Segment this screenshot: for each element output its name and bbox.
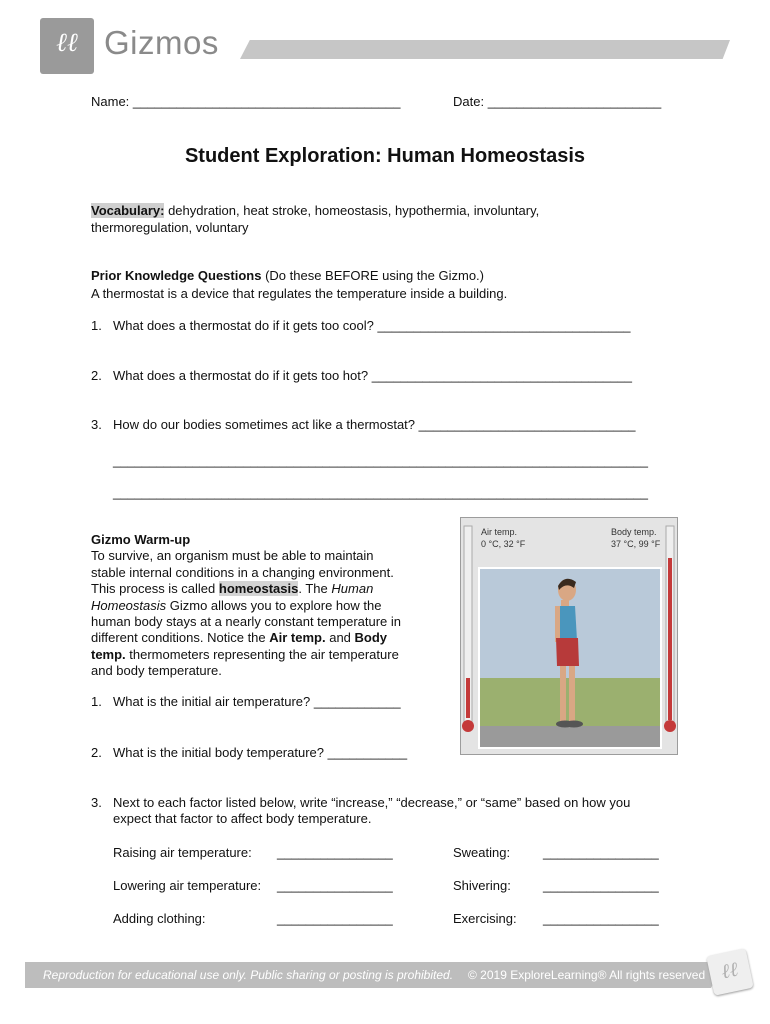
header-bar: [240, 40, 730, 59]
prior-question-1: [91, 318, 631, 333]
warmup-text: To survive, an organism must be able to maintain: [91, 548, 374, 564]
date-field[interactable]: [453, 94, 661, 109]
warmup-question-3: [91, 795, 631, 810]
factor-blank[interactable]: ________________: [543, 911, 659, 926]
warmup-text: different conditions. Notice the: [91, 630, 270, 646]
logo-glyph: ℓℓ: [56, 28, 78, 58]
factor-label: Raising air temperature:: [113, 845, 252, 860]
warmup-text: Gizmo allows you to explore how the: [166, 597, 382, 613]
prior-heading: [91, 268, 484, 283]
factor-blank[interactable]: ________________: [543, 878, 659, 893]
factor-label: Exercising:: [453, 911, 517, 926]
question-number: 1.: [91, 694, 102, 709]
factor-label: Lowering air temperature:: [113, 878, 262, 893]
footer-notice: Reproduction for educational use only. Public sharing or posting is prohibited.: [43, 968, 454, 982]
page-title: Student Exploration: Human Homeostasis: [184, 145, 586, 167]
footer-logo-glyph: ℓℓ: [718, 956, 741, 984]
question-number: 3.: [91, 795, 102, 810]
vocabulary-label: Vocabulary:: [91, 203, 165, 218]
body-temp-value: 37 °C, 99 °F: [611, 539, 661, 549]
question-text[interactable]: What is the initial body temperature? ___________: [113, 745, 408, 760]
body-temp-term: temp.: [91, 646, 126, 662]
answer-line[interactable]: __________________________________________________________________________: [113, 485, 649, 500]
factor-blank[interactable]: ________________: [277, 878, 393, 893]
question-text: Next to each factor listed below, write “increase,” “decrease,” or “same” based on how you: [113, 795, 631, 810]
warmup-text: human body stays at a nearly constant temperature in: [91, 614, 402, 630]
question-number: 1.: [91, 318, 102, 333]
gizmo-name: Human: [331, 581, 374, 597]
prior-heading-text: Prior Knowledge Questions: [91, 268, 262, 283]
air-temp-readout: [481, 526, 525, 550]
vocabulary-terms-2: thermoregulation, voluntary: [91, 220, 249, 235]
prior-intro: A thermostat is a device that regulates the temperature inside a building.: [91, 286, 508, 301]
name-label: Name:: [91, 94, 130, 109]
factor-label: Sweating:: [453, 845, 511, 860]
question-text[interactable]: What is the initial air temperature? ____________: [113, 694, 401, 709]
factor-blank[interactable]: ________________: [543, 845, 659, 860]
factor-blank[interactable]: ________________: [277, 845, 393, 860]
gizmo-illustration: [461, 518, 677, 754]
gizmo-screenshot: [460, 517, 678, 755]
factor-label: Adding clothing:: [113, 911, 206, 926]
warmup-text: stable internal conditions in a changing environment.: [91, 564, 394, 580]
warmup-text: and: [325, 630, 355, 646]
prior-heading-note: (Do these BEFORE using the Gizmo.): [261, 268, 484, 283]
body-thermometer-icon: [664, 526, 676, 732]
air-temp-label: Air temp.: [481, 527, 518, 537]
warmup-text: . The: [298, 581, 332, 597]
question-number: 2.: [91, 745, 102, 760]
air-temp-value: 0 °C, 32 °F: [481, 539, 526, 549]
date-blank[interactable]: ________________________: [487, 94, 662, 109]
warmup-question-2: [91, 745, 408, 760]
warmup-heading: Gizmo Warm-up: [91, 532, 191, 547]
air-thermometer-icon: [462, 526, 474, 732]
warmup-question-1: [91, 694, 401, 709]
name-blank[interactable]: _____________________________________: [132, 94, 401, 109]
air-temp-term: Air temp.: [269, 630, 326, 646]
question-number: 3.: [91, 417, 102, 432]
factor-row: [113, 911, 659, 926]
question-text[interactable]: What does a thermostat do if it gets too hot? ____________________________________: [113, 368, 632, 383]
name-field[interactable]: [91, 94, 400, 109]
warmup-section: [91, 532, 436, 680]
factor-blank[interactable]: ________________: [277, 911, 393, 926]
warmup-text: This process is called: [91, 581, 219, 597]
factor-row: [113, 845, 659, 860]
vocabulary-line-1: [91, 203, 539, 218]
factor-row: [113, 878, 659, 893]
body-temp-term: Body: [354, 630, 388, 646]
body-temp-readout: [611, 526, 660, 550]
warmup-text: thermometers representing the air temperature: [125, 646, 399, 662]
question-text: expect that factor to affect body temperature.: [113, 811, 372, 826]
answer-line[interactable]: __________________________________________________________________________: [113, 453, 649, 468]
prior-question-2: [91, 368, 632, 383]
gizmo-name: Homeostasis: [91, 597, 167, 613]
homeostasis-term: homeostasis: [218, 581, 299, 597]
factor-label: Shivering:: [453, 878, 511, 893]
explorelearning-logo: [706, 948, 753, 995]
prior-question-3: [91, 417, 636, 432]
date-label: Date:: [453, 94, 485, 109]
body-temp-label: Body temp.: [611, 527, 657, 537]
gizmos-logo: [40, 18, 94, 74]
question-text[interactable]: What does a thermostat do if it gets too cool? ___________________________________: [113, 318, 631, 333]
question-text[interactable]: How do our bodies sometimes act like a thermostat? ______________________________: [113, 417, 636, 432]
footer-copyright: © 2019 ExploreLearning® All rights reserved: [468, 968, 706, 982]
brand-name: Gizmos: [104, 24, 219, 61]
question-number: 2.: [91, 368, 102, 383]
vocabulary-terms-1: dehydration, heat stroke, homeostasis, hypothermia, involuntary,: [164, 203, 540, 218]
warmup-text: and body temperature.: [91, 663, 222, 679]
